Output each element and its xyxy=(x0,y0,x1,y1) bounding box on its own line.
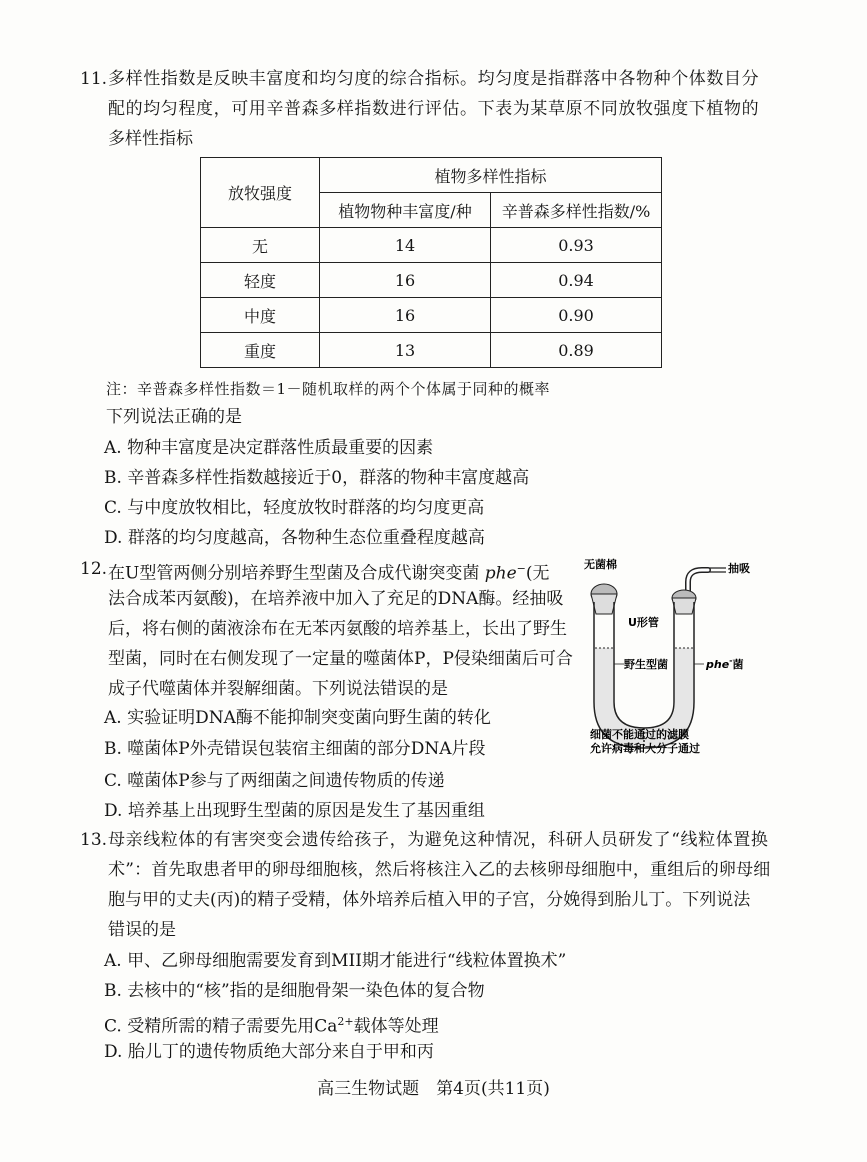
u-tube-diagram xyxy=(580,552,780,762)
q11-number: 11. xyxy=(80,69,108,89)
q11-option-d: D. 群落的均匀度越高，各物种生态位重叠程度越高 xyxy=(104,528,485,548)
q13-line-3: 胞与甲的丈夫(丙)的精子受精，体外培养后植入甲的子宫，分娩得到胎儿丁。下列说法 xyxy=(108,890,751,910)
q12-line-1-text: 在U型管两侧分别培养野生型菌及合成代谢突变菌 xyxy=(108,563,480,584)
table-header-grazing: 放牧强度 xyxy=(201,158,320,228)
phe-bacteria-label xyxy=(705,656,744,671)
q12-line-1 xyxy=(108,558,550,585)
q13-option-d: D. 胎儿丁的遗传物质绝大部分来自于甲和丙 xyxy=(104,1042,434,1062)
q12-line-2: 法合成苯丙氨酸)，在培养液中加入了充足的DNA酶。经抽吸 xyxy=(108,589,564,609)
grazing-diversity-table xyxy=(200,157,662,368)
table-row xyxy=(201,333,662,368)
suction-label: 抽吸 xyxy=(728,562,750,575)
q11-option-a: A. 物种丰富度是决定群落性质最重要的因素 xyxy=(104,438,434,458)
q13-option-a: A. 甲、乙卵母细胞需要发育到MII期才能进行“线粒体置换术” xyxy=(104,951,567,971)
richness-cell: 16 xyxy=(320,298,491,333)
row-label: 轻度 xyxy=(201,263,320,298)
phe-tail: (无 xyxy=(525,563,550,584)
q11-line-2: 配的均匀程度，可用辛普森多样指数进行评估。下表为某草原不同放牧强度下植物的 xyxy=(108,99,760,119)
q11-line-1: 多样性指数是反映丰富度和均匀度的综合指标。均匀度是指群落中各物种个体数目分 xyxy=(108,69,760,89)
cotton-plug-right xyxy=(672,590,696,614)
q12-option-a: A. 实验证明DNA酶不能抑制突变菌向野生菌的转化 xyxy=(104,708,491,728)
q13-line-2: 术”：首先取患者甲的卵母细胞核，然后将核注入乙的去核卵母细胞中，重组后的卵母细 xyxy=(108,860,771,880)
row-label: 无 xyxy=(201,228,320,263)
table-row xyxy=(201,228,662,263)
phe-label: phe xyxy=(484,563,517,584)
simpson-cell: 0.89 xyxy=(491,333,662,368)
simpson-cell: 0.94 xyxy=(491,263,662,298)
q11-line-3: 多样性指标 xyxy=(108,129,193,149)
richness-cell: 14 xyxy=(320,228,491,263)
simpson-cell: 0.93 xyxy=(491,228,662,263)
simpson-cell: 0.90 xyxy=(491,298,662,333)
q13-line-4: 错误的是 xyxy=(108,920,176,940)
phe-fig-label: phe xyxy=(706,658,730,671)
q12-number: 12. xyxy=(80,559,108,579)
tube-label: U形管 xyxy=(628,616,659,629)
richness-cell: 13 xyxy=(320,333,491,368)
phe-fig-tail: 菌 xyxy=(732,658,744,671)
table-header-group: 植物多样性指标 xyxy=(320,158,662,193)
q13-option-c-pre: C. 受精所需的精子需要先用Ca xyxy=(104,1016,338,1037)
row-label: 中度 xyxy=(201,298,320,333)
cotton-label: 无菌棉 xyxy=(584,558,617,571)
q12-option-d: D. 培养基上出现野生型菌的原因是发生了基因重组 xyxy=(104,801,485,821)
q13-option-c-post: 载体等处理 xyxy=(353,1016,439,1037)
wild-label: 野生型菌 xyxy=(624,658,668,671)
q13-option-c xyxy=(104,1011,439,1038)
q12-option-c: C. 噬菌体P参与了两细菌之间遗传物质的传递 xyxy=(104,771,445,791)
phe-fig-sup: - xyxy=(729,656,733,665)
q13-option-c-sup: 2+ xyxy=(337,1015,354,1028)
filter-caption-1: 细菌不能通过的滤膜 xyxy=(590,728,689,741)
q12-option-b: B. 噬菌体P外壳错误包装宿主细菌的部分DNA片段 xyxy=(104,739,486,759)
table-header-richness: 植物物种丰富度/种 xyxy=(320,193,491,228)
table-row xyxy=(201,298,662,333)
table-header-simpson: 辛普森多样性指数/% xyxy=(491,193,662,228)
row-label: 重度 xyxy=(201,333,320,368)
q13-number: 13. xyxy=(80,830,108,850)
q11-stem: 下列说法正确的是 xyxy=(106,407,242,427)
q12-line-3: 后，将右侧的菌液涂布在无苯丙氨酸的培养基上，长出了野生 xyxy=(108,619,567,639)
page-footer: 高三生物试题 第4页(共11页) xyxy=(317,1079,550,1099)
q11-option-c: C. 与中度放牧相比，轻度放牧时群落的均匀度更高 xyxy=(104,498,485,518)
filter-caption-2: 允许病毒和大分子通过 xyxy=(590,742,700,755)
q12-line-4: 型菌，同时在右侧发现了一定量的噬菌体P，P侵染细菌后可合 xyxy=(108,649,573,669)
q13-option-b: B. 去核中的“核”指的是细胞骨架一染色体的复合物 xyxy=(104,981,485,1001)
richness-cell: 16 xyxy=(320,263,491,298)
cotton-plug-left xyxy=(591,584,617,614)
q11-option-b: B. 辛普森多样性指数越接近于0，群落的物种丰富度越高 xyxy=(104,468,530,488)
table-note: 注：辛普森多样性指数＝1－随机取样的两个个体属于同种的概率 xyxy=(106,380,551,398)
q12-line-5: 成子代噬菌体并裂解细菌。下列说法错误的是 xyxy=(108,679,448,699)
phe-sup: − xyxy=(516,562,526,575)
table-row xyxy=(201,263,662,298)
q13-line-1: 母亲线粒体的有害突变会遗传给孩子，为避免这种情况，科研人员研发了“线粒体置换 xyxy=(108,830,769,850)
